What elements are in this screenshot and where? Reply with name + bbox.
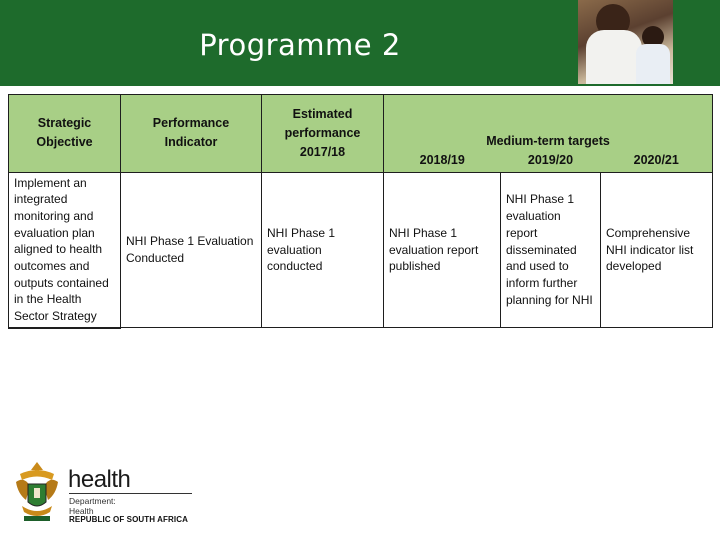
cell-target-2019-20: NHI Phase 1 evaluation report disseminated and used to inform further planning for NHI (501, 172, 601, 328)
department-logo (12, 460, 197, 528)
header-strategic-objective: Strategic Objective (9, 95, 121, 173)
logo-department-line1: Department: (69, 496, 116, 506)
photo-figure-body (586, 30, 642, 84)
logo-divider (69, 493, 192, 494)
logo-wordmark: health (68, 466, 131, 493)
header-year-2018-19: 2018/19 (384, 151, 501, 173)
performance-targets-table (8, 94, 713, 329)
header-year-2020-21: 2020/21 (601, 151, 713, 173)
logo-department (69, 497, 116, 516)
header-medium-term-targets: Medium-term targets (384, 95, 713, 151)
header-performance-indicator: Performance Indicator (121, 95, 262, 173)
cell-performance-indicator: NHI Phase 1 Evaluation Conducted (121, 172, 262, 328)
slide-title: Programme 2 (199, 28, 401, 62)
table-row (9, 172, 713, 328)
logo-department-line2: Health (69, 505, 94, 516)
title-banner (0, 0, 720, 86)
cell-target-2018-19: NHI Phase 1 evaluation report published (384, 172, 501, 328)
header-estimated-performance: Estimated performance 2017/18 (262, 95, 384, 173)
logo-country: REPUBLIC OF SOUTH AFRICA (69, 515, 188, 524)
banner-photo (578, 0, 673, 84)
coat-of-arms-icon (12, 460, 62, 526)
cell-strategic-objective: Implement an integrated monitoring and evaluation plan aligned to health outcomes and outputs contained in the Health Sector Strategy (9, 172, 121, 328)
header-year-2019-20: 2019/20 (501, 151, 601, 173)
cell-target-2020-21: Comprehensive NHI indicator list developed (601, 172, 713, 328)
photo-child-body (636, 44, 670, 84)
cell-estimated-performance: NHI Phase 1 evaluation conducted (262, 172, 384, 328)
